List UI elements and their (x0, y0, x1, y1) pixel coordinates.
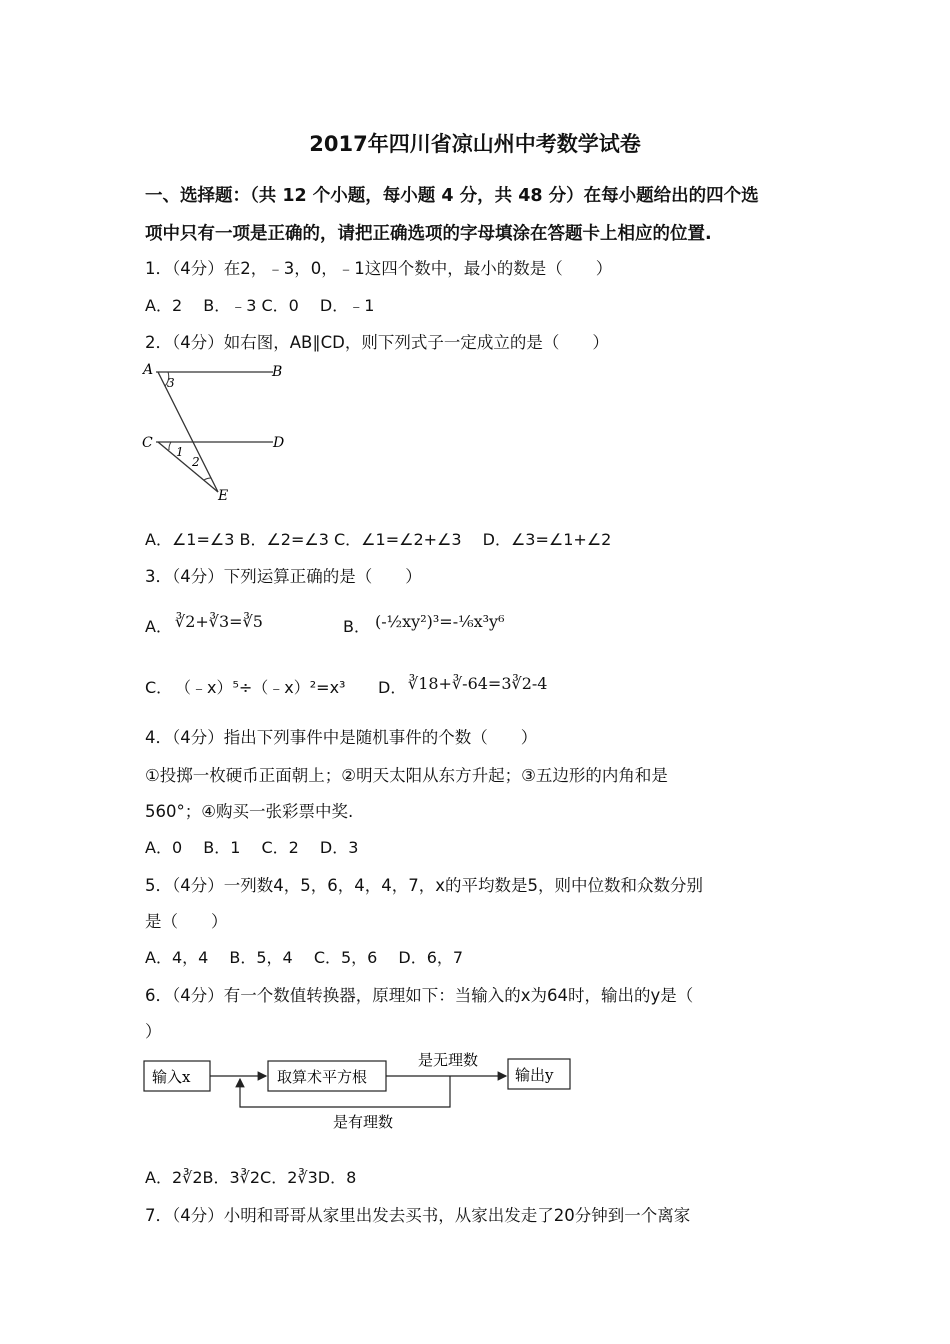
question-5-options: A．4，4 B．5，4 C．5，6 D．6，7 (145, 948, 464, 967)
question-5-line2: 是（ ） (145, 912, 228, 931)
question-7-line1: 7．（4分）小明和哥哥从家里出发去买书，从家出发走了20分钟到一个离家 (145, 1206, 691, 1225)
parallel-lines-figure (138, 358, 298, 506)
figure-label-c: C (142, 435, 153, 451)
figure-label-d: D (273, 435, 285, 451)
angle-label-2: 2 (192, 455, 200, 469)
question-4-options: A．0 B．1 C．2 D．3 (145, 838, 359, 857)
question-2-options: A．∠1=∠3 B．∠2=∠3 C．∠1=∠2+∠3 D．∠3=∠1+∠2 (145, 530, 612, 549)
flow-input-box: 输入x (152, 1068, 191, 1086)
question-3-option-b-label: B． (343, 617, 370, 636)
question-1-options: A．2 B．﹣3 C．0 D．﹣1 (145, 296, 375, 315)
section-heading-line2: 项中只有一项是正确的，请把正确选项的字母填涂在答题卡上相应的位置. (145, 224, 712, 244)
question-3-option-d-expr: ∛18+∛-64=3∛2-4 (408, 674, 548, 693)
figure-label-e: E (218, 488, 229, 504)
angle-label-1: 1 (176, 445, 184, 459)
question-6-line1: 6．（4分）有一个数值转换器，原理如下：当输入的x为64时，输出的y是（ (145, 986, 694, 1005)
flow-rational-label: 是有理数 (333, 1113, 394, 1131)
page-title: 2017年四川省凉山州中考数学试卷 (309, 132, 641, 156)
question-6-line2: ） (145, 1022, 162, 1041)
question-3-option-c-expr: （﹣x）⁵÷（﹣x）²=x³ (175, 678, 346, 697)
question-4-stem: 4．（4分）指出下列事件中是随机事件的个数（ ） (145, 728, 538, 747)
flow-output-box: 输出y (515, 1066, 554, 1084)
flow-irrational-label: 是无理数 (418, 1051, 479, 1069)
question-2-stem: 2．（4分）如右图，AB∥CD，则下列式子一定成立的是（ ） (145, 333, 609, 352)
question-3-option-a-expr: ∛2+∛3=∛5 (175, 612, 263, 631)
angle-label-3: 3 (167, 376, 175, 390)
converter-flowchart (140, 1045, 580, 1135)
question-6-options: A．2∛2B．3∛2C．2∛3D．8 (145, 1168, 357, 1187)
question-3-option-b-expr: (-½xy²)³=-⅙x³y⁶ (375, 612, 505, 631)
figure-label-b: B (272, 364, 283, 380)
question-3-option-c-label: C． (145, 678, 173, 697)
question-5-line1: 5．（4分）一列数4，5，6，4，4，7，x的平均数是5，则中位数和众数分别 (145, 876, 703, 895)
question-4-line1: ①投掷一枚硬币正面朝上；②明天太阳从东方升起；③五边形的内角和是 (145, 766, 668, 785)
question-3-stem: 3．（4分）下列运算正确的是（ ） (145, 567, 422, 586)
question-3-option-a-label: A． (145, 617, 172, 636)
question-1-stem: 1．（4分）在2，﹣3，0，﹣1这四个数中，最小的数是（ ） (145, 259, 613, 278)
question-4-line2: 560°；④购买一张彩票中奖. (145, 802, 354, 821)
flow-process-box: 取算术平方根 (277, 1068, 368, 1086)
question-3-option-d-label: D． (378, 678, 407, 697)
section-heading-line1: 一、选择题：（共 12 个小题，每小题 4 分，共 48 分）在每小题给出的四个选 (145, 186, 759, 206)
figure-label-a: A (143, 362, 154, 378)
